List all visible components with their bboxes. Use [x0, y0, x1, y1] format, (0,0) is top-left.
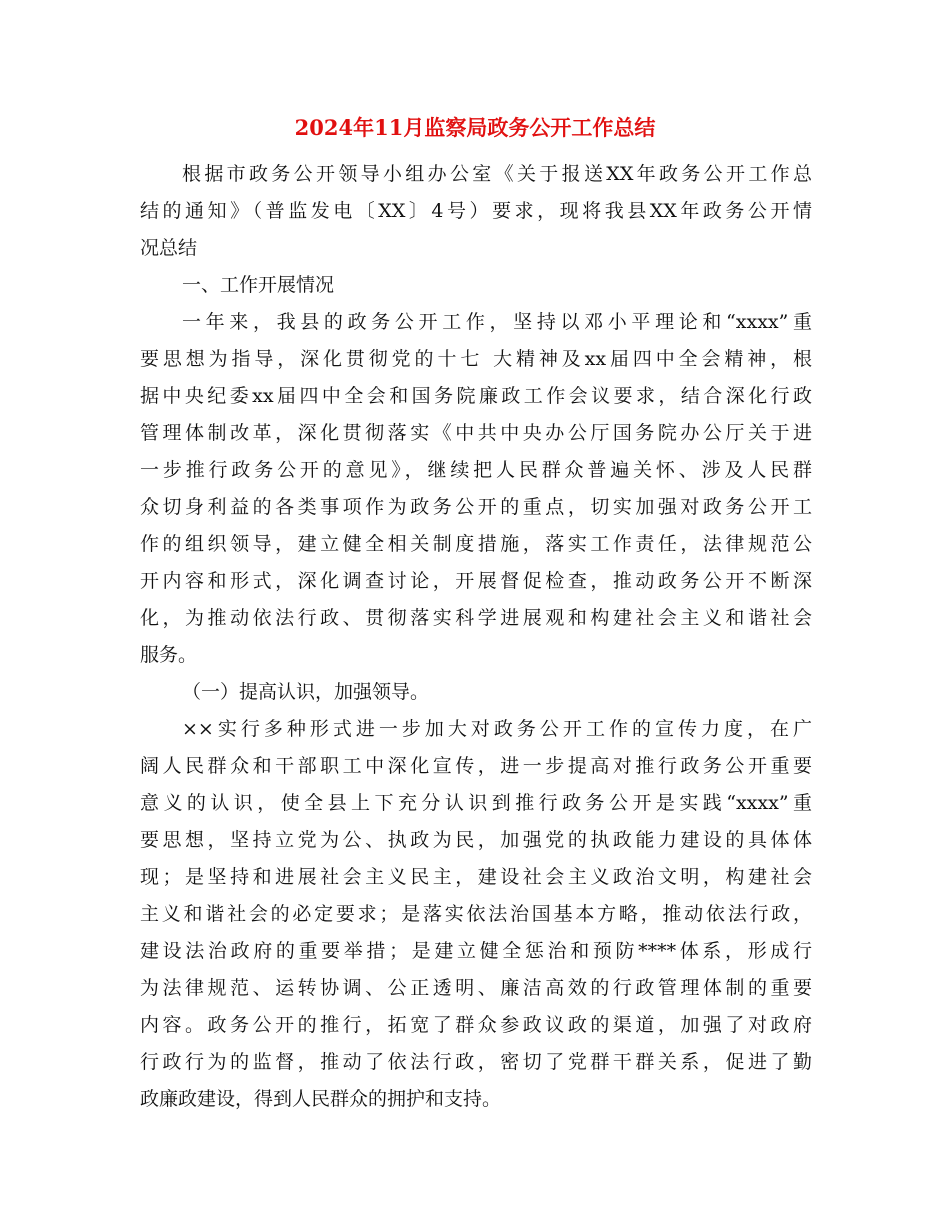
paragraph-line: 开内容和形式，深化调查讨论，开展督促检查，推动政务公开不断深	[140, 570, 812, 592]
paragraph-line: 据中央纪委xx届四中全会和国务院廉政工作会议要求，结合深化行政	[140, 385, 812, 407]
paragraph-line: 服务。	[140, 644, 198, 666]
paragraph-line: 主义和谐社会的必定要求；是落实依法治国基本方略，推动依法行政，	[140, 903, 812, 925]
paragraph-line: 众切身利益的各类事项作为政务公开的重点，切实加强对政务公开工	[140, 496, 812, 518]
paragraph-line: 一年来，我县的政务公开工作，坚持以邓小平理论和“xxxx”重	[182, 311, 812, 333]
paragraph-line: 管理体制改革，深化贯彻落实《中共中央办公厅国务院办公厅关于进	[140, 422, 812, 444]
subsection-heading: （一）提高认识，加强领导。	[182, 681, 430, 703]
paragraph-line: 现；是坚持和进展社会主义民主，建设社会主义政治文明，构建社会	[140, 866, 812, 888]
paragraph-line: 化，为推动依法行政、贯彻落实科学进展观和构建社会主义和谐社会	[140, 607, 812, 629]
section-heading: 一、工作开展情况	[182, 274, 335, 296]
paragraph-line: 结的通知》（普监发电〔XX〕4号）要求，现将我县XX年政务公开情	[140, 200, 812, 222]
paragraph-line: 政廉政建设，得到人民群众的拥护和支持。	[140, 1088, 502, 1110]
paragraph-line: 建设法治政府的重要举措；是建立健全惩治和预防****体系，形成行	[140, 940, 812, 962]
paragraph-line: 根据市政务公开领导小组办公室《关于报送XX年政务公开工作总	[182, 163, 812, 185]
paragraph-line: 行政行为的监督，推动了依法行政，密切了党群干群关系，促进了勤	[140, 1051, 812, 1073]
paragraph-line: 意义的认识，使全县上下充分认识到推行政务公开是实践“xxxx”重	[140, 792, 812, 814]
document-title: 2024年11月监察局政务公开工作总结	[294, 115, 656, 140]
paragraph-line: 一步推行政务公开的意见》，继续把人民群众普遍关怀、涉及人民群	[140, 459, 812, 481]
paragraph-line: 要思想，坚持立党为公、执政为民，加强党的执政能力建设的具体体	[140, 829, 812, 851]
paragraph-line: 为法律规范、运转协调、公正透明、廉洁高效的行政管理体制的重要	[140, 977, 812, 999]
paragraph-line: 内容。政务公开的推行，拓宽了群众参政议政的渠道，加强了对政府	[140, 1014, 812, 1036]
paragraph-line: ××实行多种形式进一步加大对政务公开工作的宣传力度，在广	[182, 718, 812, 740]
paragraph-line: 要思想为指导，深化贯彻党的十七 大精神及xx届四中全会精神，根	[140, 348, 812, 370]
paragraph-line: 阔人民群众和干部职工中深化宣传，进一步提高对推行政务公开重要	[140, 755, 812, 777]
paragraph-line: 况总结	[140, 237, 198, 259]
paragraph-line: 作的组织领导，建立健全相关制度措施，落实工作责任，法律规范公	[140, 533, 812, 555]
